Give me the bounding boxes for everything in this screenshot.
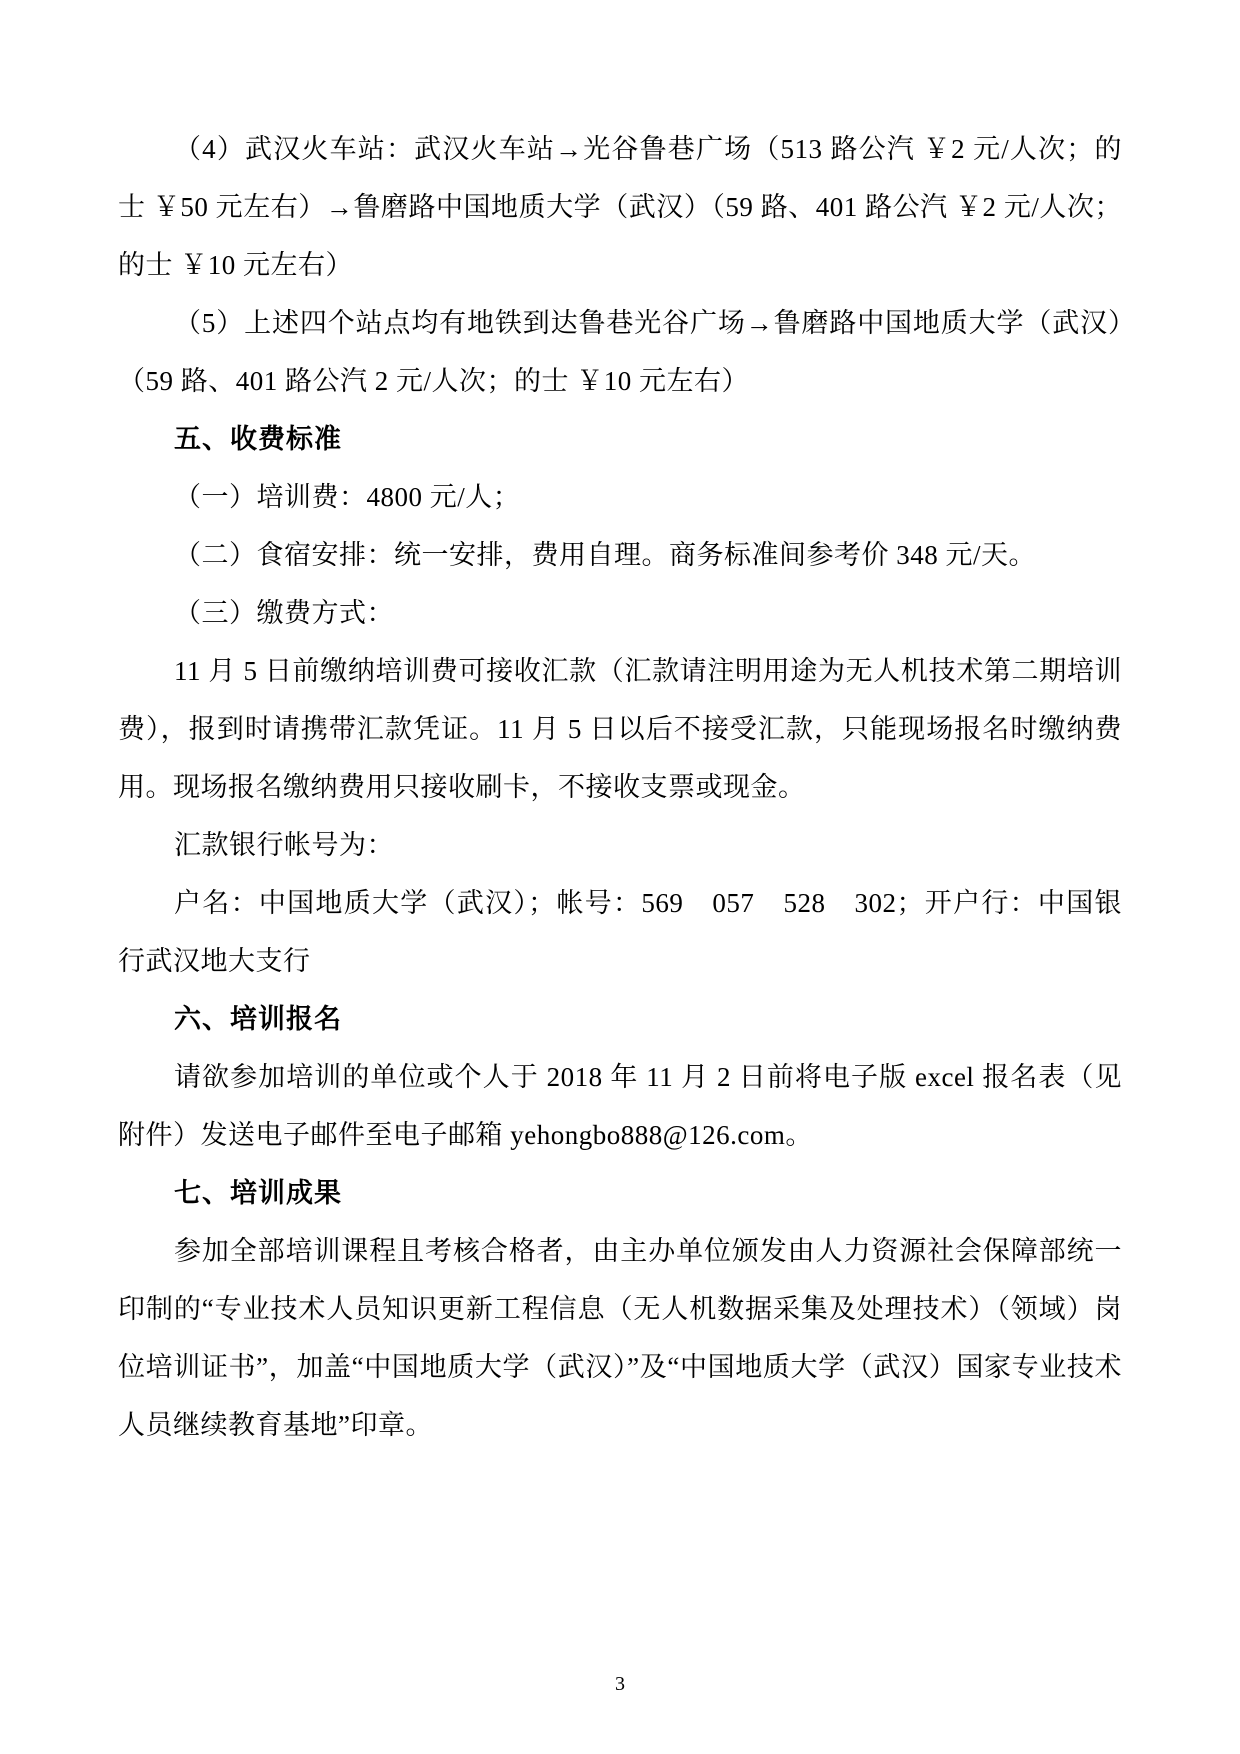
page-number: 3 — [615, 1673, 625, 1695]
paragraph-outcome: 参加全部培训课程且考核合格者，由主办单位颁发由人力资源社会保障部统一印制的“专业技术人员知识更新工程信息（无人机数据采集及处理技术）（领域）岗位培训证书”，加盖“中国地质大学（武汉）”及“中国地质大学（武汉）国家专业技术人员继续教育基地”印章。 — [118, 1236, 1122, 1440]
section-heading-fees: 五、收费标准 — [174, 424, 342, 454]
paragraph-fee-accommodation: （二）食宿安排：统一安排，费用自理。商务标准间参考价 348 元/天。 — [174, 540, 1037, 570]
paragraph-transport-4: （4）武汉火车站：武汉火车站→光谷鲁巷广场（513 路公汽 ￥2 元/人次；的士 ￥50 元左右）→鲁磨路中国地质大学（武汉）（59 路、401 路公汽 ￥2 元/人次；的士 ￥10 元左右） — [118, 134, 1122, 280]
paragraph-fee-training: （一）培训费：4800 元/人； — [174, 482, 521, 512]
paragraph-bank-lead: 汇款银行帐号为： — [174, 830, 394, 860]
paragraph-payment-note: 11 月 5 日前缴纳培训费可接收汇款（汇款请注明用途为无人机技术第二期培训费），报到时请携带汇款凭证。11 月 5 日以后不接受汇款，只能现场报名时缴纳费用。现场报名缴纳费用只接收刷卡，不接收支票或现金。 — [118, 656, 1122, 802]
document-body — [118, 120, 1122, 1454]
paragraph-fee-payment-method: （三）缴费方式： — [174, 598, 394, 628]
section-heading-outcome: 七、培训成果 — [174, 1178, 342, 1208]
section-heading-registration: 六、培训报名 — [174, 1004, 342, 1034]
paragraph-bank-detail: 户名：中国地质大学（武汉）；帐号：569 057 528 302；开户行：中国银行武汉地大支行 — [118, 888, 1122, 976]
paragraph-transport-5: （5）上述四个站点均有地铁到达鲁巷光谷广场→鲁磨路中国地质大学（武汉）（59 路、401 路公汽 2 元/人次；的士 ￥10 元左右） — [118, 308, 1122, 396]
paragraph-registration: 请欲参加培训的单位或个人于 2018 年 11 月 2 日前将电子版 excel 报名表（见附件）发送电子邮件至电子邮箱 yehongbo888@126.com。 — [118, 1062, 1122, 1150]
